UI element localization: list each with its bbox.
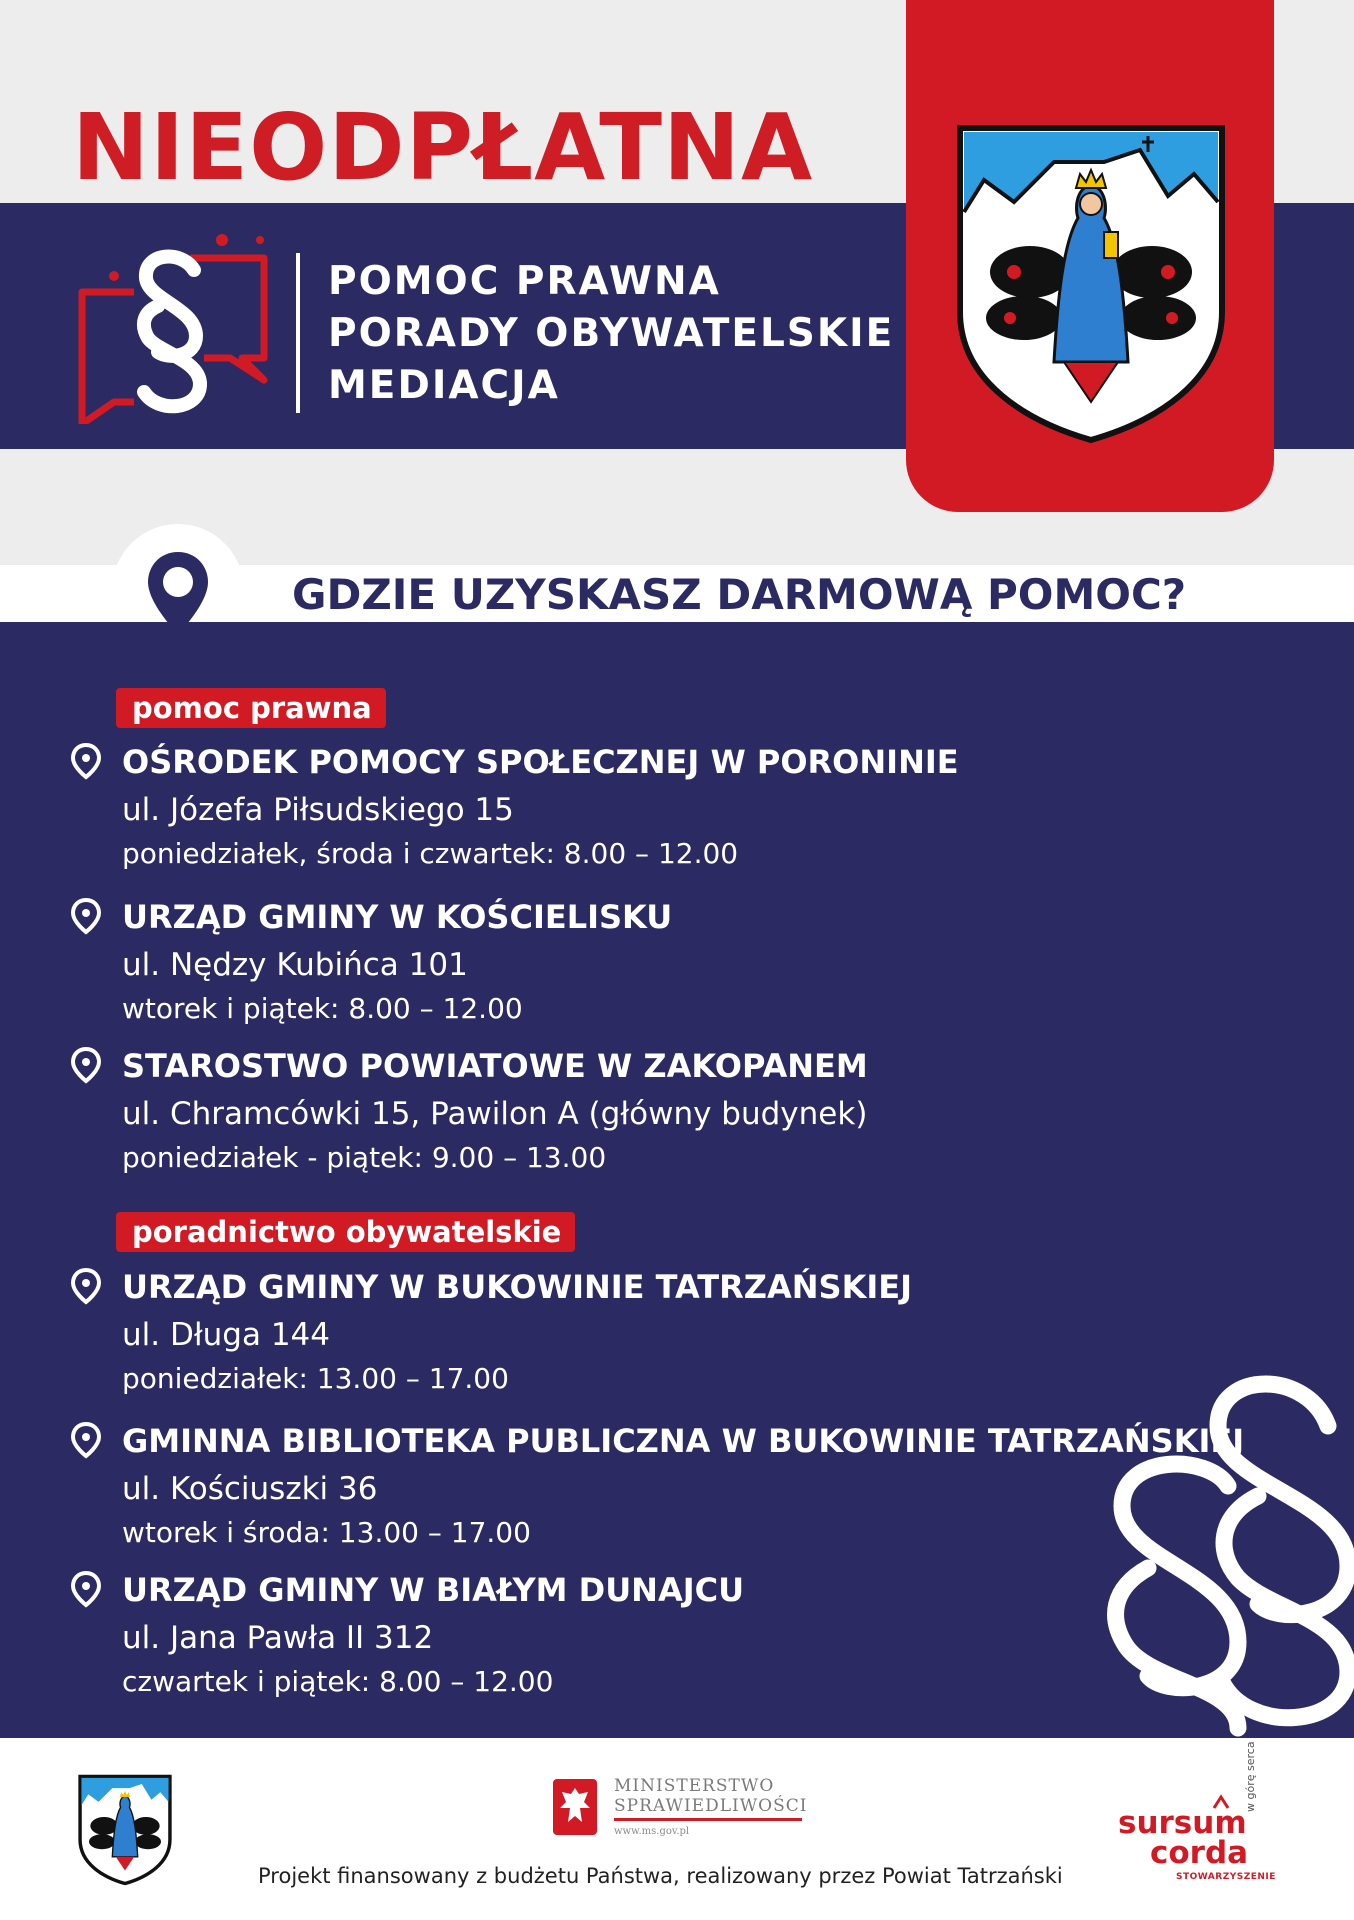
location-name: GMINNA BIBLIOTEKA PUBLICZNA W BUKOWINIE TATRZAŃSKIEJ [122, 1422, 1245, 1460]
location-pin-icon [70, 1570, 102, 1608]
polish-eagle-icon [552, 1778, 598, 1836]
location-name: URZĄD GMINY W BIAŁYM DUNAJCU [122, 1571, 745, 1609]
location-pin-icon [70, 742, 102, 780]
sursum-logo-line1: sursum [1118, 1805, 1247, 1841]
service-civic-advice: PORADY OBYWATELSKIE [328, 311, 895, 356]
location-hours: wtorek i środa: 13.00 – 17.00 [122, 1516, 531, 1549]
services-list [328, 256, 894, 412]
service-mediation: MEDIACJA [328, 363, 560, 408]
sursum-tagline: w górę serca [1244, 1741, 1257, 1812]
ministry-url: www.ms.gov.pl [614, 1826, 690, 1837]
location-name: URZĄD GMINY W KOŚCIELISKU [122, 898, 673, 936]
location-address: ul. Nędzy Kubińca 101 [122, 947, 468, 983]
location-hours: poniedziałek: 13.00 – 17.00 [122, 1362, 509, 1395]
location-pin-icon [70, 1421, 102, 1459]
location-address: ul. Chramcówki 15, Pawilon A (główny budynek) [122, 1096, 868, 1132]
location-hours: czwartek i piątek: 8.00 – 12.00 [122, 1665, 554, 1698]
page-title: NIEODPŁATNA [72, 94, 814, 201]
location-name: URZĄD GMINY W BUKOWINIE TATRZAŃSKIEJ [122, 1268, 913, 1306]
ministry-divider [614, 1818, 802, 1821]
double-section-sign-icon [1098, 1356, 1354, 1738]
section-badge-legal-aid: pomoc prawna [116, 688, 386, 728]
location-name: STAROSTWO POWIATOWE W ZAKOPANEM [122, 1047, 868, 1085]
location-pin-icon [70, 1046, 102, 1084]
paragraph-speech-bubbles-icon [74, 228, 274, 424]
location-address: ul. Kościuszki 36 [122, 1471, 378, 1507]
ministry-name-line2: SPRAWIEDLIWOŚCI [614, 1796, 808, 1816]
footer-coat-of-arms-icon [78, 1774, 172, 1886]
sursum-logo-line2: corda [1150, 1835, 1249, 1871]
location-address: ul. Józefa Piłsudskiego 15 [122, 792, 514, 828]
where-heading: GDZIE UZYSKASZ DARMOWĄ POMOC? [292, 570, 1187, 619]
location-pin-icon [70, 1267, 102, 1305]
section-badge-civic-advice: poradnictwo obywatelskie [116, 1212, 575, 1252]
location-hours: poniedziałek, środa i czwartek: 8.00 – 12.00 [122, 837, 739, 870]
location-hours: poniedziałek - piątek: 9.00 – 13.00 [122, 1141, 607, 1174]
service-legal-aid: POMOC PRAWNA [328, 259, 721, 304]
location-address: ul. Długa 144 [122, 1317, 330, 1353]
location-address: ul. Jana Pawła II 312 [122, 1620, 434, 1656]
coat-of-arms-icon [954, 122, 1228, 446]
location-name: OŚRODEK POMOCY SPOŁECZNEJ W PORONINIE [122, 743, 959, 781]
heart-roof-icon [1212, 1794, 1230, 1810]
sursum-org: STOWARZYSZENIE [1176, 1872, 1276, 1882]
ministry-name-line1: MINISTERSTWO [614, 1776, 775, 1796]
header-divider [296, 253, 300, 413]
location-pin-icon [70, 897, 102, 935]
location-hours: wtorek i piątek: 8.00 – 12.00 [122, 992, 523, 1025]
funding-text: Projekt finansowany z budżetu Państwa, realizowany przez Powiat Tatrzański [258, 1864, 1063, 1888]
